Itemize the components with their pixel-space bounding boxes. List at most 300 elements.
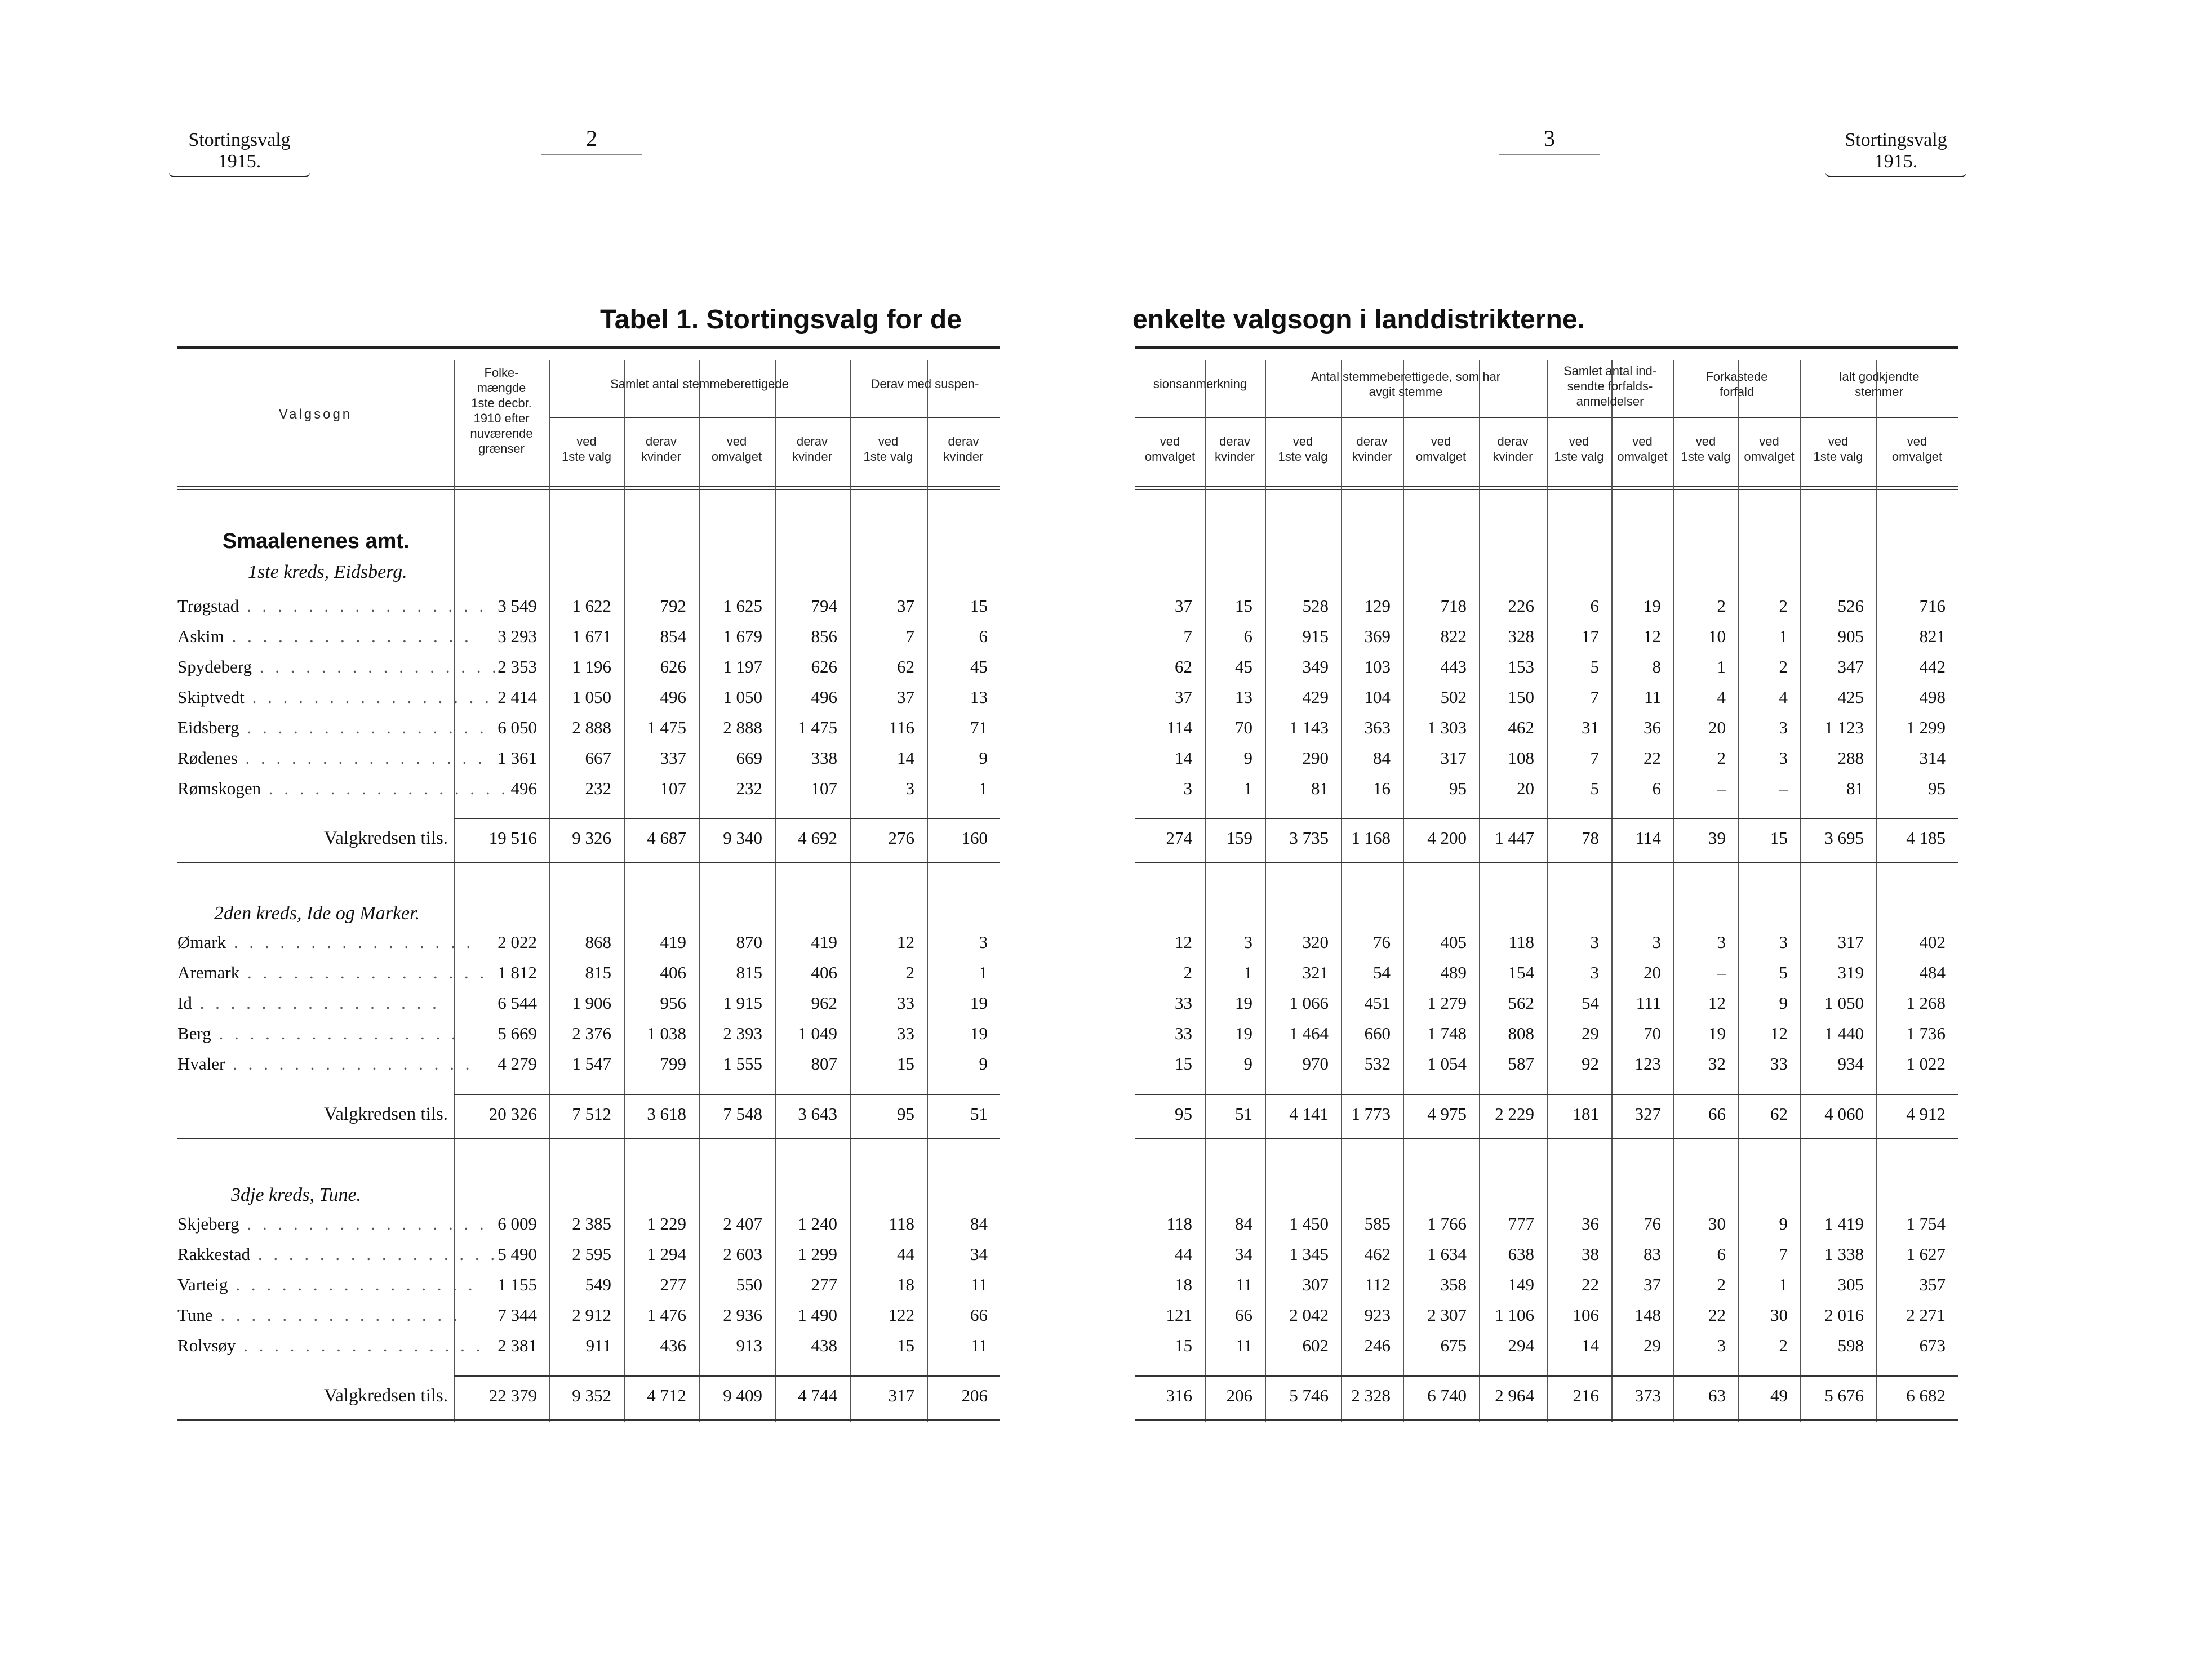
value-cell: 528 — [1302, 596, 1329, 616]
valgsogn-name-text: Skjeberg — [177, 1214, 239, 1234]
total-rule — [454, 1375, 1000, 1377]
value-cell: 349 — [1302, 657, 1329, 676]
total-cell: 317 — [888, 1386, 914, 1405]
value-cell: 19 — [1235, 993, 1252, 1013]
value-cell: 11 — [1644, 687, 1661, 707]
value-cell: 2 912 — [572, 1305, 611, 1325]
value-cell: 76 — [1373, 932, 1391, 952]
value-cell: 3 — [1590, 963, 1599, 982]
value-cell: 7 — [1183, 626, 1192, 646]
valgsogn-name-text: Rakkestad — [177, 1244, 251, 1264]
leader-dots: . . . . . . . . . . . . . . . . — [226, 932, 474, 952]
value-cell: 1 123 — [1824, 718, 1864, 737]
value-cell: 107 — [811, 778, 837, 798]
value-cell: 328 — [1508, 626, 1534, 646]
total-cell: 1 773 — [1351, 1104, 1391, 1124]
total-cell: 206 — [961, 1386, 988, 1405]
right-running-head-line2: 1915. — [1874, 151, 1918, 172]
value-cell: 70 — [1644, 1023, 1661, 1043]
sub-header-left-4: ved 1ste valg — [863, 434, 913, 464]
value-cell: 585 — [1364, 1214, 1391, 1234]
value-cell: 2 603 — [723, 1244, 762, 1264]
header-end-rule — [177, 489, 1000, 490]
value-cell: 106 — [1573, 1305, 1599, 1325]
value-cell: 3 — [1717, 932, 1726, 952]
value-cell: 9 — [1779, 1214, 1788, 1234]
leader-dots: . . . . . . . . . . . . . . . . — [239, 718, 487, 737]
value-cell: 451 — [1364, 993, 1391, 1013]
leader-dots: . . . . . . . . . . . . . . . . — [225, 1054, 473, 1074]
value-cell: 1 679 — [723, 626, 762, 646]
value-cell: 1 050 — [572, 687, 611, 707]
derav-suspen-header: Derav med suspen- — [870, 377, 979, 391]
total-cell: 19 516 — [488, 828, 537, 848]
valgsogn-name-text: Id — [177, 993, 192, 1013]
value-cell: 277 — [660, 1275, 686, 1294]
group-end-rule — [177, 1138, 1000, 1139]
value-cell: 550 — [736, 1275, 762, 1294]
value-cell: – — [1779, 778, 1788, 798]
value-cell: 532 — [1364, 1054, 1391, 1074]
value-cell: 320 — [1302, 932, 1329, 952]
value-cell: 32 — [1708, 1054, 1726, 1074]
value-cell: 29 — [1582, 1023, 1599, 1043]
value-cell: 2 888 — [572, 718, 611, 737]
leader-dots: . . . . . . . . . . . . . . . . — [261, 778, 509, 798]
total-cell: 3 643 — [798, 1104, 837, 1124]
value-cell: 1 050 — [723, 687, 762, 707]
total-cell: 7 548 — [723, 1104, 762, 1124]
value-cell: 338 — [811, 748, 837, 768]
value-cell: 1 106 — [1495, 1305, 1534, 1325]
value-cell: 14 — [897, 748, 914, 768]
value-cell: 2 381 — [498, 1335, 537, 1355]
value-cell: 405 — [1440, 932, 1467, 952]
value-cell: 12 — [1708, 993, 1726, 1013]
value-cell: 37 — [897, 596, 914, 616]
total-cell: 15 — [1770, 828, 1788, 848]
value-cell: 305 — [1837, 1275, 1864, 1294]
value-cell: 1 294 — [647, 1244, 686, 1264]
total-rule — [454, 818, 1000, 819]
total-cell: 1 168 — [1351, 828, 1391, 848]
value-cell: 70 — [1235, 718, 1252, 737]
value-cell: 868 — [585, 932, 611, 952]
value-cell: 5 669 — [498, 1023, 537, 1043]
value-cell: 1 038 — [647, 1023, 686, 1043]
value-cell: 1 555 — [723, 1054, 762, 1074]
valgsogn-name — [177, 1305, 461, 1325]
value-cell: 37 — [1175, 687, 1192, 707]
samlet-indsendte-header: Samlet antal ind- sendte forfalds- anmeldelser — [1563, 364, 1657, 408]
value-cell: 794 — [811, 596, 837, 616]
value-cell: 462 — [1364, 1244, 1391, 1264]
value-cell: 13 — [970, 687, 988, 707]
value-cell: 1 143 — [1289, 718, 1329, 737]
value-cell: 815 — [585, 963, 611, 982]
sub-header-right-7: ved omvalget — [1617, 434, 1668, 464]
value-cell: 6 — [1590, 596, 1599, 616]
total-cell: 4 712 — [647, 1386, 686, 1405]
value-cell: 123 — [1634, 1054, 1661, 1074]
value-cell: 923 — [1364, 1305, 1391, 1325]
value-cell: 15 — [1175, 1335, 1192, 1355]
value-cell: 11 — [971, 1275, 988, 1294]
value-cell: 148 — [1634, 1305, 1661, 1325]
value-cell: 154 — [1508, 963, 1534, 982]
total-cell: 373 — [1634, 1386, 1661, 1405]
total-cell: 316 — [1166, 1386, 1192, 1405]
left-running-head-line2: 1915. — [217, 151, 261, 172]
total-cell: 2 964 — [1495, 1386, 1534, 1405]
value-cell: 15 — [970, 596, 988, 616]
value-cell: 2 — [905, 963, 914, 982]
value-cell: 246 — [1364, 1335, 1391, 1355]
value-cell: 6 544 — [498, 993, 537, 1013]
value-cell: 11 — [971, 1335, 988, 1355]
value-cell: 7 — [1779, 1244, 1788, 1264]
value-cell: 34 — [1235, 1244, 1252, 1264]
value-cell: 288 — [1837, 748, 1864, 768]
value-cell: 76 — [1644, 1214, 1661, 1234]
group-end-rule — [1135, 862, 1958, 863]
value-cell: 660 — [1364, 1023, 1391, 1043]
value-cell: 129 — [1364, 596, 1391, 616]
value-cell: 2 385 — [572, 1214, 611, 1234]
value-cell: 4 279 — [498, 1054, 537, 1074]
ialt-godkjendte-header: Ialt godkjendte stemmer — [1838, 369, 1920, 399]
value-cell: 18 — [1175, 1275, 1192, 1294]
total-cell: 6 682 — [1906, 1386, 1946, 1405]
total-rule — [1135, 1094, 1958, 1095]
value-cell: 1 — [1243, 778, 1252, 798]
sub-header-right-11: ved omvalget — [1891, 434, 1943, 464]
value-cell: 62 — [897, 657, 914, 676]
value-cell: 118 — [1166, 1214, 1192, 1234]
value-cell: 6 — [1717, 1244, 1726, 1264]
value-cell: 2 016 — [1824, 1305, 1864, 1325]
kreds-title: 1ste kreds, Eidsberg. — [248, 562, 407, 582]
leader-dots: . . . . . . . . . . . . . . . . — [237, 748, 486, 768]
value-cell: 6 — [979, 626, 988, 646]
value-cell: 429 — [1302, 687, 1329, 707]
value-cell: 11 — [1236, 1335, 1252, 1355]
valgsogn-name — [177, 993, 449, 1013]
total-cell: 327 — [1634, 1104, 1661, 1124]
value-cell: 71 — [970, 718, 988, 737]
left-page-number: 2 — [541, 125, 642, 152]
leader-dots: . . . . . . . . . . . . . . . . — [211, 1023, 459, 1043]
value-cell: 5 — [1590, 657, 1599, 676]
valgsogn-header: Valgsogn — [278, 407, 353, 422]
value-cell: 496 — [660, 687, 686, 707]
value-cell: 37 — [897, 687, 914, 707]
leader-dots: . . . . . . . . . . . . . . . . — [250, 1244, 499, 1264]
valgsogn-name-text: Hvaler — [177, 1054, 225, 1074]
value-cell: 7 344 — [498, 1305, 537, 1325]
value-cell: 638 — [1508, 1244, 1534, 1264]
valgsogn-name — [177, 748, 486, 768]
value-cell: 822 — [1440, 626, 1467, 646]
value-cell: 3 549 — [498, 596, 537, 616]
value-cell: 17 — [1582, 626, 1599, 646]
total-cell: 9 409 — [723, 1386, 762, 1405]
total-cell: 63 — [1708, 1386, 1726, 1405]
value-cell: 1 299 — [1906, 718, 1946, 737]
total-cell: 274 — [1166, 828, 1192, 848]
total-cell: 95 — [897, 1104, 914, 1124]
total-cell: 160 — [961, 828, 988, 848]
sub-header-right-0: ved omvalget — [1144, 434, 1196, 464]
value-cell: 436 — [660, 1335, 686, 1355]
value-cell: 12 — [1770, 1023, 1788, 1043]
value-cell: 1 627 — [1906, 1244, 1946, 1264]
sub-header-left-0: ved 1ste valg — [561, 434, 612, 464]
total-label: Valgkredsen tils. — [324, 1386, 448, 1406]
leader-dots: . . . . . . . . . . . . . . . . — [239, 596, 487, 616]
total-cell: 216 — [1573, 1386, 1599, 1405]
value-cell: 66 — [970, 1305, 988, 1325]
value-cell: 626 — [811, 657, 837, 676]
value-cell: 1 066 — [1289, 993, 1329, 1013]
value-cell: 419 — [660, 932, 686, 952]
value-cell: 15 — [897, 1335, 914, 1355]
value-cell: 2 307 — [1427, 1305, 1467, 1325]
value-cell: 66 — [1235, 1305, 1252, 1325]
value-cell: 807 — [811, 1054, 837, 1074]
total-cell: 3 735 — [1289, 828, 1329, 848]
total-cell: 4 912 — [1906, 1104, 1946, 1124]
value-cell: 19 — [970, 993, 988, 1013]
value-cell: 12 — [1175, 932, 1192, 952]
value-cell: 62 — [1175, 657, 1192, 676]
total-rule — [1135, 1375, 1958, 1377]
value-cell: 317 — [1837, 932, 1864, 952]
value-cell: 2 — [1717, 1275, 1726, 1294]
value-cell: 8 — [1652, 657, 1661, 676]
value-cell: 1 475 — [647, 718, 686, 737]
value-cell: 419 — [811, 932, 837, 952]
total-cell: 4 687 — [647, 828, 686, 848]
value-cell: 33 — [1175, 993, 1192, 1013]
total-cell: 4 060 — [1824, 1104, 1864, 1124]
sub-header-right-1: derav kvinder — [1215, 434, 1255, 464]
value-cell: 406 — [811, 963, 837, 982]
value-cell: 14 — [1582, 1335, 1599, 1355]
leader-dots: . . . . . . . . . . . . . . . . — [224, 626, 472, 646]
value-cell: – — [1717, 963, 1726, 982]
value-cell: 3 — [1590, 932, 1599, 952]
value-cell: 2 — [1779, 1335, 1788, 1355]
header-end-rule — [177, 486, 1000, 487]
value-cell: 2 595 — [572, 1244, 611, 1264]
table-top-rule — [177, 346, 1000, 349]
valgsogn-name — [177, 1275, 476, 1295]
value-cell: 116 — [889, 718, 914, 737]
value-cell: 1 547 — [572, 1054, 611, 1074]
value-cell: 22 — [1582, 1275, 1599, 1294]
value-cell: 290 — [1302, 748, 1329, 768]
total-cell: 4 141 — [1289, 1104, 1329, 1124]
value-cell: 1 915 — [723, 993, 762, 1013]
value-cell: 347 — [1837, 657, 1864, 676]
value-cell: 4 — [1717, 687, 1726, 707]
value-cell: 19 — [1644, 596, 1661, 616]
valgsogn-name-text: Eidsberg — [177, 718, 239, 737]
value-cell: 502 — [1440, 687, 1467, 707]
valgsogn-name — [177, 626, 472, 647]
value-cell: 7 — [1590, 687, 1599, 707]
value-cell: 716 — [1919, 596, 1946, 616]
total-cell: 78 — [1582, 828, 1599, 848]
value-cell: 103 — [1364, 657, 1391, 676]
value-cell: 122 — [888, 1305, 914, 1325]
total-label: Valgkredsen tils. — [324, 1104, 448, 1124]
value-cell: 1 450 — [1289, 1214, 1329, 1234]
value-cell: 3 — [1717, 1335, 1726, 1355]
value-cell: 34 — [970, 1244, 988, 1264]
total-cell: 4 185 — [1906, 828, 1946, 848]
valgsogn-name — [177, 596, 487, 616]
value-cell: 16 — [1373, 778, 1391, 798]
value-cell: 489 — [1440, 963, 1467, 982]
value-cell: 6 009 — [498, 1214, 537, 1234]
total-label: Valgkredsen tils. — [324, 828, 448, 848]
value-cell: 1 625 — [723, 596, 762, 616]
valgsogn-name-text: Aremark — [177, 963, 240, 982]
value-cell: 3 — [1779, 748, 1788, 768]
value-cell: 496 — [510, 778, 537, 798]
group-end-rule — [1135, 1138, 1958, 1139]
group-end-rule — [1135, 1419, 1958, 1421]
group-end-rule — [177, 862, 1000, 863]
sub-header-right-2: ved 1ste valg — [1278, 434, 1328, 464]
value-cell: 104 — [1364, 687, 1391, 707]
total-cell: 49 — [1770, 1386, 1788, 1405]
value-cell: 36 — [1582, 1214, 1599, 1234]
total-cell: 3 618 — [647, 1104, 686, 1124]
value-cell: 1 050 — [1824, 993, 1864, 1013]
value-cell: 915 — [1302, 626, 1329, 646]
sub-header-left-3: derav kvinder — [792, 434, 832, 464]
value-cell: 358 — [1440, 1275, 1467, 1294]
value-cell: 9 — [1779, 993, 1788, 1013]
value-cell: 20 — [1708, 718, 1726, 737]
right-title: enkelte valgsogn i landdistrikterne. — [1132, 305, 1585, 335]
value-cell: 5 — [1779, 963, 1788, 982]
value-cell: 1 303 — [1427, 718, 1467, 737]
valgsogn-name — [177, 718, 487, 738]
value-cell: 11 — [1236, 1275, 1252, 1294]
value-cell: 402 — [1919, 932, 1946, 952]
value-cell: 5 490 — [498, 1244, 537, 1264]
value-cell: 1 049 — [798, 1023, 837, 1043]
value-cell: 1 345 — [1289, 1244, 1329, 1264]
value-cell: 462 — [1508, 718, 1534, 737]
value-cell: 3 — [905, 778, 914, 798]
value-cell: 321 — [1302, 963, 1329, 982]
value-cell: 496 — [811, 687, 837, 707]
value-cell: 905 — [1837, 626, 1864, 646]
value-cell: 9 — [1243, 1054, 1252, 1074]
total-cell: 4 975 — [1427, 1104, 1467, 1124]
valgsogn-name-text: Trøgstad — [177, 596, 239, 616]
left-running-head-line1: Stortingsvalg — [188, 130, 291, 150]
total-cell: 7 512 — [572, 1104, 611, 1124]
value-cell: 22 — [1644, 748, 1661, 768]
value-cell: 369 — [1364, 626, 1391, 646]
value-cell: 15 — [897, 1054, 914, 1074]
total-cell: 22 379 — [488, 1386, 537, 1405]
sub-header-right-4: ved omvalget — [1415, 434, 1467, 464]
value-cell: 1 766 — [1427, 1214, 1467, 1234]
valgsogn-name-text: Spydeberg — [177, 657, 252, 676]
total-cell: 62 — [1770, 1104, 1788, 1124]
value-cell: 438 — [811, 1335, 837, 1355]
value-cell: 1 022 — [1906, 1054, 1946, 1074]
total-cell: 2 229 — [1495, 1104, 1534, 1124]
value-cell: 854 — [660, 626, 686, 646]
valgsogn-name — [177, 1023, 459, 1044]
total-cell: 5 746 — [1289, 1386, 1329, 1405]
value-cell: 95 — [1928, 778, 1946, 798]
left-running-head — [169, 130, 310, 177]
valgsogn-name-text: Rødenes — [177, 748, 238, 768]
total-rule — [1135, 818, 1958, 819]
leader-dots: . . . . . . . . . . . . . . . . — [236, 1335, 484, 1355]
value-cell: 95 — [1449, 778, 1467, 798]
value-cell: 526 — [1837, 596, 1864, 616]
value-cell: 1 197 — [723, 657, 762, 676]
value-cell: 38 — [1582, 1244, 1599, 1264]
value-cell: 2 888 — [723, 718, 762, 737]
total-cell: 114 — [1635, 828, 1661, 848]
valgsogn-name — [177, 1054, 473, 1074]
value-cell: 1 240 — [798, 1214, 837, 1234]
value-cell: 33 — [897, 993, 914, 1013]
value-cell: 406 — [660, 963, 686, 982]
value-cell: 121 — [1166, 1305, 1192, 1325]
value-cell: 84 — [1373, 748, 1391, 768]
sionsanmerkning-header: sionsanmerkning — [1153, 377, 1247, 391]
total-cell: 159 — [1226, 828, 1252, 848]
value-cell: 337 — [660, 748, 686, 768]
value-cell: 1 054 — [1427, 1054, 1467, 1074]
total-cell: 51 — [1235, 1104, 1252, 1124]
value-cell: 118 — [1508, 932, 1534, 952]
value-cell: 1 155 — [498, 1275, 537, 1294]
valgsogn-name — [177, 963, 488, 983]
value-cell: 602 — [1302, 1335, 1329, 1355]
value-cell: 37 — [1175, 596, 1192, 616]
value-cell: 870 — [736, 932, 762, 952]
value-cell: 1 268 — [1906, 993, 1946, 1013]
total-cell: 1 447 — [1495, 828, 1534, 848]
value-cell: 3 — [1779, 718, 1788, 737]
value-cell: 13 — [1235, 687, 1252, 707]
value-cell: 1 476 — [647, 1305, 686, 1325]
value-cell: 112 — [1365, 1275, 1391, 1294]
value-cell: 1 748 — [1427, 1023, 1467, 1043]
value-cell: 33 — [1770, 1054, 1788, 1074]
value-cell: 45 — [1235, 657, 1252, 676]
value-cell: 667 — [585, 748, 611, 768]
value-cell: 669 — [736, 748, 762, 768]
value-cell: 1 419 — [1824, 1214, 1864, 1234]
value-cell: 20 — [1517, 778, 1534, 798]
value-cell: 1 361 — [498, 748, 537, 768]
value-cell: 1 906 — [572, 993, 611, 1013]
